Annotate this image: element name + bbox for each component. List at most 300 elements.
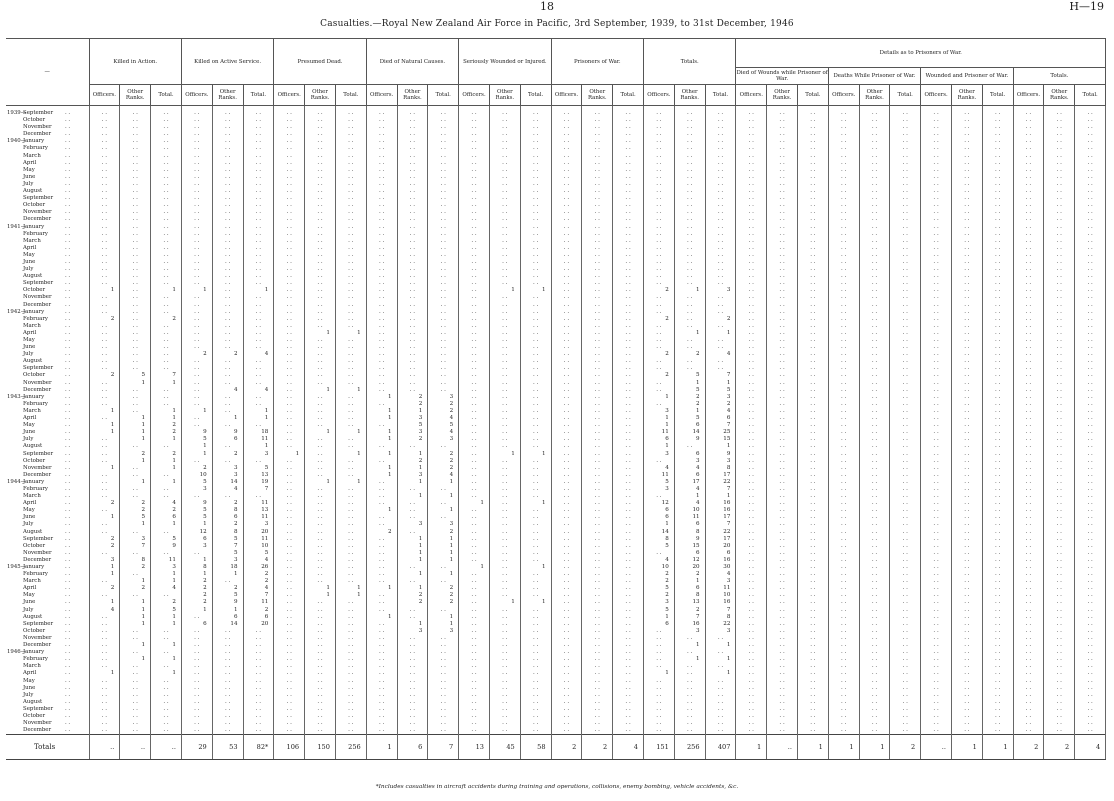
value-cell: . . [459,607,490,614]
value-cell: 2 [181,465,212,472]
value-cell: . . [274,216,305,223]
value-cell: . . [798,380,829,387]
value-cell: 1 [489,599,520,606]
subheader-cell: Other Ranks. [305,85,336,106]
value-cell: . . [243,153,274,160]
table-row [6,670,1106,677]
value-cell: . . [89,401,120,408]
value-cell: . . [798,344,829,351]
value-cell: . . [736,429,767,436]
month-label: December [23,216,52,223]
value-cell: . . [859,394,890,401]
value-cell: 2 [89,536,120,543]
value-cell: . . [212,692,243,699]
value-cell: . . [921,727,952,735]
value-cell: . . [151,302,182,309]
value-cell: . . [212,401,243,408]
value-cell: . . [1044,571,1075,578]
value-cell: . . [767,670,798,677]
value-cell: . . [89,245,120,252]
value-cell: . . [397,316,428,323]
value-cell: . . [767,458,798,465]
value-cell: . . [520,106,551,118]
value-cell: 1 [428,621,459,628]
value-cell: . . [798,564,829,571]
value-cell: . . [366,365,397,372]
table-row [6,578,1106,585]
value-cell: . . [582,727,613,735]
value-cell: . . [520,238,551,245]
value-cell: . . [1013,195,1044,202]
subheader-cell: Other Ranks. [489,85,520,106]
value-cell: . . [551,259,582,266]
value-cell: . . [921,195,952,202]
value-cell: . . [828,621,859,628]
value-cell: . . [366,294,397,301]
value-cell: 1 [120,607,151,614]
value-cell: . . [459,387,490,394]
value-cell: . . [890,607,921,614]
value-cell: . . [551,415,582,422]
value-cell: 1 [305,330,336,337]
value-cell: . . [582,713,613,720]
value-cell: . . [243,699,274,706]
value-cell: 11 [705,585,736,592]
value-cell: . . [274,727,305,735]
value-cell: . . [335,252,366,259]
value-cell: . . [459,585,490,592]
value-cell: . . [551,557,582,564]
value-cell: . . [520,344,551,351]
table-row [6,394,1106,401]
value-cell: . . [921,209,952,216]
value-cell: . . [582,238,613,245]
value-cell: . . [982,500,1013,507]
value-cell: . . [767,486,798,493]
value-cell: . . [335,614,366,621]
value-cell: . . [705,209,736,216]
value-cell: . . [705,280,736,287]
value-cell: . . [921,699,952,706]
month-label: September [23,705,54,712]
value-cell: . . [274,550,305,557]
value-cell: . . [212,202,243,209]
value-cell: . . [89,635,120,642]
value-cell: . . [335,543,366,550]
value-cell: . . [582,621,613,628]
value-cell: 4 [705,571,736,578]
value-cell: . . [181,628,212,635]
value-cell: . . [1044,259,1075,266]
table-row [6,294,1106,301]
value-cell: . . [489,642,520,649]
value-cell: . . [151,145,182,152]
value-cell: . . [366,536,397,543]
value-cell: . . [459,415,490,422]
value-cell: . . [613,117,644,124]
value-cell: 7 [243,486,274,493]
value-cell: . . [890,649,921,656]
value-cell: 1 [643,415,674,422]
value-cell: . . [1013,628,1044,635]
value-cell: . . [582,408,613,415]
value-cell: . . [982,550,1013,557]
value-cell: . . [828,543,859,550]
value-cell: . . [459,656,490,663]
value-cell: . . [551,451,582,458]
table-title: Casualties.—Royal New Zealand Air Force in Pacific, 3rd September, 1939, to 31st December, 1946 [320,19,794,29]
month-label: June [23,684,36,691]
value-cell: . . [1075,436,1106,443]
value-cell: . . [582,415,613,422]
value-cell: . . [890,564,921,571]
value-cell: . . [859,706,890,713]
value-cell: . . [335,500,366,507]
month-label: November [23,720,52,727]
value-cell: . . [828,174,859,181]
value-cell: 1 [428,571,459,578]
value-cell: . . [705,195,736,202]
value-cell: . . [243,106,274,118]
value-cell: . . [890,692,921,699]
month-label: August [23,358,43,365]
value-cell: . . [582,323,613,330]
value-cell: . . [736,344,767,351]
table-row [6,536,1106,543]
value-cell: . . [335,564,366,571]
month-label: March [23,152,41,159]
value-cell: . . [212,167,243,174]
value-cell: . . [151,550,182,557]
value-cell: . . [243,720,274,727]
value-cell: . . [982,713,1013,720]
value-cell: . . [767,571,798,578]
value-cell: . . [1075,302,1106,309]
value-cell: . . [1013,578,1044,585]
value-cell: . . [551,153,582,160]
value-cell: . . [366,273,397,280]
value-cell: . . [459,472,490,479]
value-cell: . . [828,245,859,252]
value-cell: . . [736,564,767,571]
value-cell: . . [798,188,829,195]
value-cell: . . [274,415,305,422]
value-cell: . . [1013,280,1044,287]
value-cell: . . [274,344,305,351]
value-cell: . . [520,649,551,656]
value-cell: . . [951,408,982,415]
month-cell: February . . [6,145,89,152]
month-cell: December . . [6,642,89,649]
value-cell: . . [1044,224,1075,231]
value-cell: . . [89,344,120,351]
value-cell: . . [151,106,182,118]
value-cell: . . [951,536,982,543]
value-cell: . . [582,557,613,564]
value-cell: . . [859,628,890,635]
value-cell: . . [613,202,644,209]
value-cell: . . [951,231,982,238]
value-cell: . . [181,550,212,557]
value-cell: . . [428,443,459,450]
value-cell: . . [582,394,613,401]
value-cell: . . [828,238,859,245]
value-cell: . . [828,401,859,408]
value-cell: . . [335,415,366,422]
value-cell: . . [489,493,520,500]
value-cell: . . [212,106,243,118]
value-cell: . . [428,678,459,685]
value-cell: . . [951,188,982,195]
total-cell: 4 [1075,735,1106,760]
value-cell: . . [921,294,952,301]
value-cell: . . [120,138,151,145]
value-cell: 1 [674,330,705,337]
value-cell: . . [767,479,798,486]
value-cell: . . [674,294,705,301]
value-cell: . . [181,224,212,231]
value-cell: 3 [674,628,705,635]
value-cell: . . [551,181,582,188]
value-cell: . . [181,138,212,145]
value-cell: . . [181,188,212,195]
value-cell: 2 [428,451,459,458]
value-cell: . . [613,642,644,649]
value-cell: . . [767,380,798,387]
value-cell: . . [551,486,582,493]
subheader-cell: Other Ranks. [674,85,705,106]
value-cell: . . [582,216,613,223]
value-cell: . . [1044,387,1075,394]
value-cell: . . [89,216,120,223]
value-cell: . . [767,628,798,635]
value-cell: . . [859,238,890,245]
value-cell: . . [120,145,151,152]
value-cell: . . [859,259,890,266]
value-cell: . . [890,479,921,486]
value-cell: . . [921,529,952,536]
value-cell: . . [335,443,366,450]
value-cell: . . [1013,550,1044,557]
value-cell: . . [582,259,613,266]
value-cell: . . [459,401,490,408]
value-cell: 2 [428,465,459,472]
value-cell: 1 [181,521,212,528]
value-cell: . . [520,401,551,408]
value-cell: . . [736,181,767,188]
value-cell: . . [828,500,859,507]
value-cell: . . [705,663,736,670]
total-cell: 151 [643,735,674,760]
value-cell: 1 [366,472,397,479]
value-cell: . . [1044,713,1075,720]
value-cell: . . [859,245,890,252]
value-cell: . . [551,351,582,358]
value-cell: . . [767,713,798,720]
value-cell: . . [151,351,182,358]
value-cell: . . [274,621,305,628]
subheader-cell: Officers. [828,85,859,106]
value-cell: . . [798,663,829,670]
value-cell: . . [767,429,798,436]
value-cell: 1 [705,670,736,677]
value-cell: . . [674,699,705,706]
value-cell: . . [982,117,1013,124]
value-cell: . . [859,181,890,188]
value-cell: 1 [705,642,736,649]
value-cell: . . [643,699,674,706]
value-cell: . . [305,280,336,287]
value-cell: . . [305,465,336,472]
value-cell: . . [397,663,428,670]
value-cell: . . [828,465,859,472]
value-cell: . . [1044,209,1075,216]
value-cell: 2 [212,451,243,458]
value-cell: . . [366,231,397,238]
value-cell: . . [951,429,982,436]
value-cell: . . [212,309,243,316]
value-cell: . . [982,167,1013,174]
value-cell: . . [1013,465,1044,472]
value-cell: . . [459,529,490,536]
value-cell: 6 [243,614,274,621]
value-cell: . . [613,316,644,323]
value-cell: 5 [428,422,459,429]
value-cell: . . [890,167,921,174]
subheader-cell: Total. [613,85,644,106]
value-cell: 7 [705,486,736,493]
value-cell: . . [243,678,274,685]
value-cell: . . [459,578,490,585]
value-cell: . . [366,287,397,294]
value-cell: . . [428,202,459,209]
value-cell: . . [828,280,859,287]
value-cell: . . [828,266,859,273]
value-cell: . . [890,309,921,316]
value-cell: . . [489,330,520,337]
value-cell: . . [736,521,767,528]
value-cell: . . [767,394,798,401]
value-cell: . . [212,124,243,131]
value-cell: 11 [151,557,182,564]
value-cell: . . [212,670,243,677]
value-cell: 10 [243,543,274,550]
value-cell: . . [274,429,305,436]
value-cell: . . [890,458,921,465]
table-row [6,380,1106,387]
value-cell: . . [520,408,551,415]
value-cell: . . [951,380,982,387]
value-cell: . . [520,592,551,599]
value-cell: . . [551,195,582,202]
value-cell: . . [335,266,366,273]
value-cell: . . [1013,372,1044,379]
value-cell: . . [89,727,120,735]
value-cell: . . [335,145,366,152]
value-cell: . . [736,259,767,266]
value-cell: . . [798,727,829,735]
table-row [6,259,1106,266]
value-cell: . . [982,507,1013,514]
value-cell: . . [736,238,767,245]
value-cell: . . [489,543,520,550]
value-cell: . . [951,479,982,486]
value-cell: . . [951,621,982,628]
value-cell: . . [243,202,274,209]
value-cell: 1 [151,436,182,443]
value-cell: . . [951,614,982,621]
value-cell: . . [551,550,582,557]
value-cell: . . [335,209,366,216]
value-cell: . . [551,131,582,138]
value-cell: . . [828,451,859,458]
value-cell: . . [459,678,490,685]
value-cell: . . [1075,280,1106,287]
value-cell: . . [120,472,151,479]
value-cell: . . [120,181,151,188]
value-cell: . . [551,692,582,699]
value-cell: . . [798,578,829,585]
value-cell: . . [274,252,305,259]
month-cell: 1946—January . . [6,649,89,656]
value-cell: . . [120,387,151,394]
value-cell: . . [489,678,520,685]
value-cell: 1 [120,436,151,443]
value-cell: . . [674,181,705,188]
value-cell: . . [674,231,705,238]
value-cell: . . [551,209,582,216]
value-cell: . . [120,287,151,294]
value-cell: . . [613,451,644,458]
value-cell: . . [89,472,120,479]
value-cell: . . [767,536,798,543]
value-cell: . . [428,266,459,273]
value-cell: . . [428,181,459,188]
value-cell: . . [582,706,613,713]
value-cell: . . [674,713,705,720]
value-cell: . . [921,330,952,337]
month-label: February [23,145,48,152]
value-cell: . . [890,599,921,606]
value-cell: . . [767,160,798,167]
value-cell: . . [89,436,120,443]
month-cell: June . . [6,514,89,521]
value-cell: . . [859,131,890,138]
value-cell: . . [1044,372,1075,379]
value-cell: . . [1044,188,1075,195]
value-cell: . . [982,592,1013,599]
value-cell: . . [120,692,151,699]
value-cell: . . [828,231,859,238]
value-cell: . . [1044,422,1075,429]
value-cell: . . [921,614,952,621]
value-cell: . . [520,514,551,521]
value-cell: 6 [212,436,243,443]
value-cell: . . [798,557,829,564]
month-cell: February . . [6,401,89,408]
value-cell: 1 [305,387,336,394]
value-cell: . . [397,188,428,195]
value-cell: . . [982,649,1013,656]
month-label: September [23,450,54,457]
value-cell: . . [859,564,890,571]
value-cell: . . [89,614,120,621]
value-cell: . . [151,131,182,138]
value-cell: . . [643,145,674,152]
value-cell: . . [120,302,151,309]
value-cell: . . [428,273,459,280]
value-cell: . . [828,316,859,323]
